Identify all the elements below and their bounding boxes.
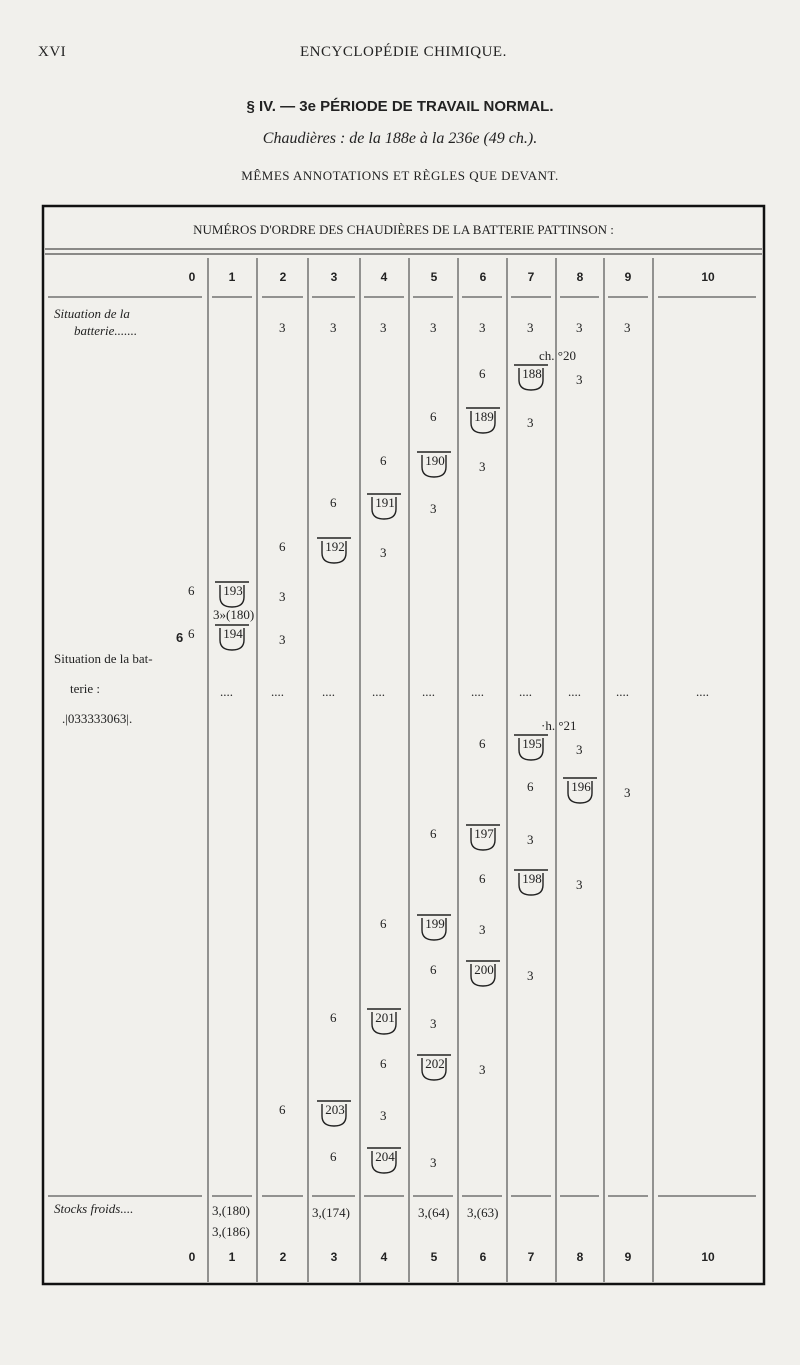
row1-value-col3: 3 bbox=[330, 320, 337, 335]
row2-label-line1: Situation de la bat- bbox=[54, 651, 153, 666]
table-header: NUMÉROS D'ORDRE DES CHAUDIÈRES DE LA BATTERIE PATTINSON : bbox=[193, 222, 614, 237]
column-header-top-5: 5 bbox=[430, 270, 438, 284]
three-after-189: 3 bbox=[527, 415, 534, 430]
three-after-191: 3 bbox=[430, 501, 437, 516]
cauldron-200: 200 bbox=[474, 962, 494, 977]
subtitle: Chaudières : de la 188e à la 236e (49 ch.). bbox=[262, 130, 538, 147]
cauldron-193: 193 bbox=[223, 583, 243, 598]
dots-col9: .... bbox=[616, 684, 629, 699]
six-before-192: 6 bbox=[279, 539, 286, 554]
rules-note: MÊMES ANNOTATIONS ET RÈGLES QUE DEVANT. bbox=[241, 168, 559, 183]
column-header-bottom-7: 7 bbox=[527, 1250, 535, 1264]
ch-label-20: ch. °20 bbox=[539, 348, 576, 363]
row1-value-col9: 3 bbox=[624, 320, 631, 335]
cauldron-198: 198 bbox=[522, 871, 542, 886]
dots-col7: .... bbox=[519, 684, 532, 699]
six-before-193: 6 bbox=[188, 583, 195, 598]
stock-col6: 3,(63) bbox=[467, 1205, 499, 1220]
three-after-202: 3 bbox=[479, 1062, 486, 1077]
column-header-top-0: 0 bbox=[188, 270, 196, 284]
dots-col10: .... bbox=[696, 684, 709, 699]
column-header-top-10: 10 bbox=[701, 270, 715, 284]
six-before-188: 6 bbox=[479, 366, 486, 381]
dots-col4: .... bbox=[372, 684, 385, 699]
row1-value-col7: 3 bbox=[527, 320, 534, 335]
six-before-202: 6 bbox=[380, 1056, 387, 1071]
three-after-197: 3 bbox=[527, 832, 534, 847]
three-after-198: 3 bbox=[576, 877, 583, 892]
row1-value-col6: 3 bbox=[479, 320, 486, 335]
column-header-top-1: 1 bbox=[228, 270, 236, 284]
six-before-198: 6 bbox=[479, 871, 486, 886]
column-header-top-6: 6 bbox=[479, 270, 487, 284]
three-after-200: 3 bbox=[527, 968, 534, 983]
six-before-199: 6 bbox=[380, 916, 387, 931]
stock-col1-b: 3,(186) bbox=[212, 1224, 250, 1239]
six-before-200: 6 bbox=[430, 962, 437, 977]
three-after-204: 3 bbox=[430, 1155, 437, 1170]
dots-col1: .... bbox=[220, 684, 233, 699]
cauldron-195: 195 bbox=[522, 736, 542, 751]
six-before-194: 6 bbox=[188, 626, 195, 641]
cauldron-204: 204 bbox=[375, 1149, 395, 1164]
column-header-bottom-9: 9 bbox=[624, 1250, 632, 1264]
cauldron-197: 197 bbox=[474, 826, 494, 841]
six-before-197: 6 bbox=[430, 826, 437, 841]
section-title: § IV. — 3e PÉRIODE DE TRAVAIL NORMAL. bbox=[246, 98, 554, 115]
column-header-bottom-2: 2 bbox=[279, 1250, 287, 1264]
annotation-180: 3»(180) bbox=[213, 607, 255, 622]
column-header-bottom-6: 6 bbox=[479, 1250, 487, 1264]
stock-col5: 3,(64) bbox=[418, 1205, 450, 1220]
row1-value-col8: 3 bbox=[576, 320, 583, 335]
column-header-bottom-3: 3 bbox=[330, 1250, 338, 1264]
dots-col8: .... bbox=[568, 684, 581, 699]
three-after-188: 3 bbox=[576, 372, 583, 387]
row1-label-line2: batterie....... bbox=[74, 323, 138, 338]
cauldron-190: 190 bbox=[425, 453, 445, 468]
row1-value-col4: 3 bbox=[380, 320, 387, 335]
cauldron-201: 201 bbox=[375, 1010, 395, 1025]
column-header-bottom-10: 10 bbox=[701, 1250, 715, 1264]
six-before-190: 6 bbox=[380, 453, 387, 468]
dots-col3: .... bbox=[322, 684, 335, 699]
cauldron-188: 188 bbox=[522, 366, 542, 381]
six-before-191: 6 bbox=[330, 495, 337, 510]
cauldron-196: 196 bbox=[571, 779, 591, 794]
column-header-bottom-4: 4 bbox=[380, 1250, 388, 1264]
row1-label-line1: Situation de la bbox=[54, 306, 130, 321]
row1-value-col5: 3 bbox=[430, 320, 437, 335]
column-header-top-9: 9 bbox=[624, 270, 632, 284]
column-header-bottom-1: 1 bbox=[228, 1250, 236, 1264]
column-header-top-3: 3 bbox=[330, 270, 338, 284]
column-header-top-4: 4 bbox=[380, 270, 388, 284]
column-header-bottom-0: 0 bbox=[188, 1250, 196, 1264]
cauldron-203: 203 bbox=[325, 1102, 345, 1117]
three-after-194: 3 bbox=[279, 632, 286, 647]
six-before-201: 6 bbox=[330, 1010, 337, 1025]
six-before-189: 6 bbox=[430, 409, 437, 424]
three-after-196: 3 bbox=[624, 785, 631, 800]
six-before-204: 6 bbox=[330, 1149, 337, 1164]
ch-label-21: ·h. °21 bbox=[541, 718, 577, 733]
cauldron-194: 194 bbox=[223, 626, 243, 641]
stock-col1-a: 3,(180) bbox=[212, 1203, 250, 1218]
column-header-top-7: 7 bbox=[527, 270, 535, 284]
three-after-199: 3 bbox=[479, 922, 486, 937]
row1-value-col2: 3 bbox=[279, 320, 286, 335]
three-after-192: 3 bbox=[380, 545, 387, 560]
three-after-203: 3 bbox=[380, 1108, 387, 1123]
six-before-196: 6 bbox=[527, 779, 534, 794]
dots-col6: .... bbox=[471, 684, 484, 699]
row2-label-line2: terie : bbox=[70, 681, 100, 696]
cauldron-202: 202 bbox=[425, 1056, 445, 1071]
three-after-190: 3 bbox=[479, 459, 486, 474]
cauldron-189: 189 bbox=[474, 409, 494, 424]
six-before-203: 6 bbox=[279, 1102, 286, 1117]
six-before-195: 6 bbox=[479, 736, 486, 751]
page-number: XVI bbox=[38, 44, 67, 60]
three-after-193: 3 bbox=[279, 589, 286, 604]
three-after-195: 3 bbox=[576, 742, 583, 757]
cauldron-191: 191 bbox=[375, 495, 395, 510]
running-title: ENCYCLOPÉDIE CHIMIQUE. bbox=[300, 44, 507, 60]
column-header-top-8: 8 bbox=[576, 270, 584, 284]
cauldron-192: 192 bbox=[325, 539, 345, 554]
cauldron-199: 199 bbox=[425, 916, 445, 931]
three-after-201: 3 bbox=[430, 1016, 437, 1031]
column-header-top-2: 2 bbox=[279, 270, 287, 284]
row2-label-line3: .|033333063|. bbox=[62, 711, 133, 726]
column-header-bottom-5: 5 bbox=[430, 1250, 438, 1264]
stock-col3: 3,(174) bbox=[312, 1205, 350, 1220]
dots-col2: .... bbox=[271, 684, 284, 699]
dots-col5: .... bbox=[422, 684, 435, 699]
column-header-bottom-8: 8 bbox=[576, 1250, 584, 1264]
stocks-label: Stocks froids.... bbox=[54, 1201, 134, 1216]
side-marker: 6 bbox=[176, 630, 184, 645]
